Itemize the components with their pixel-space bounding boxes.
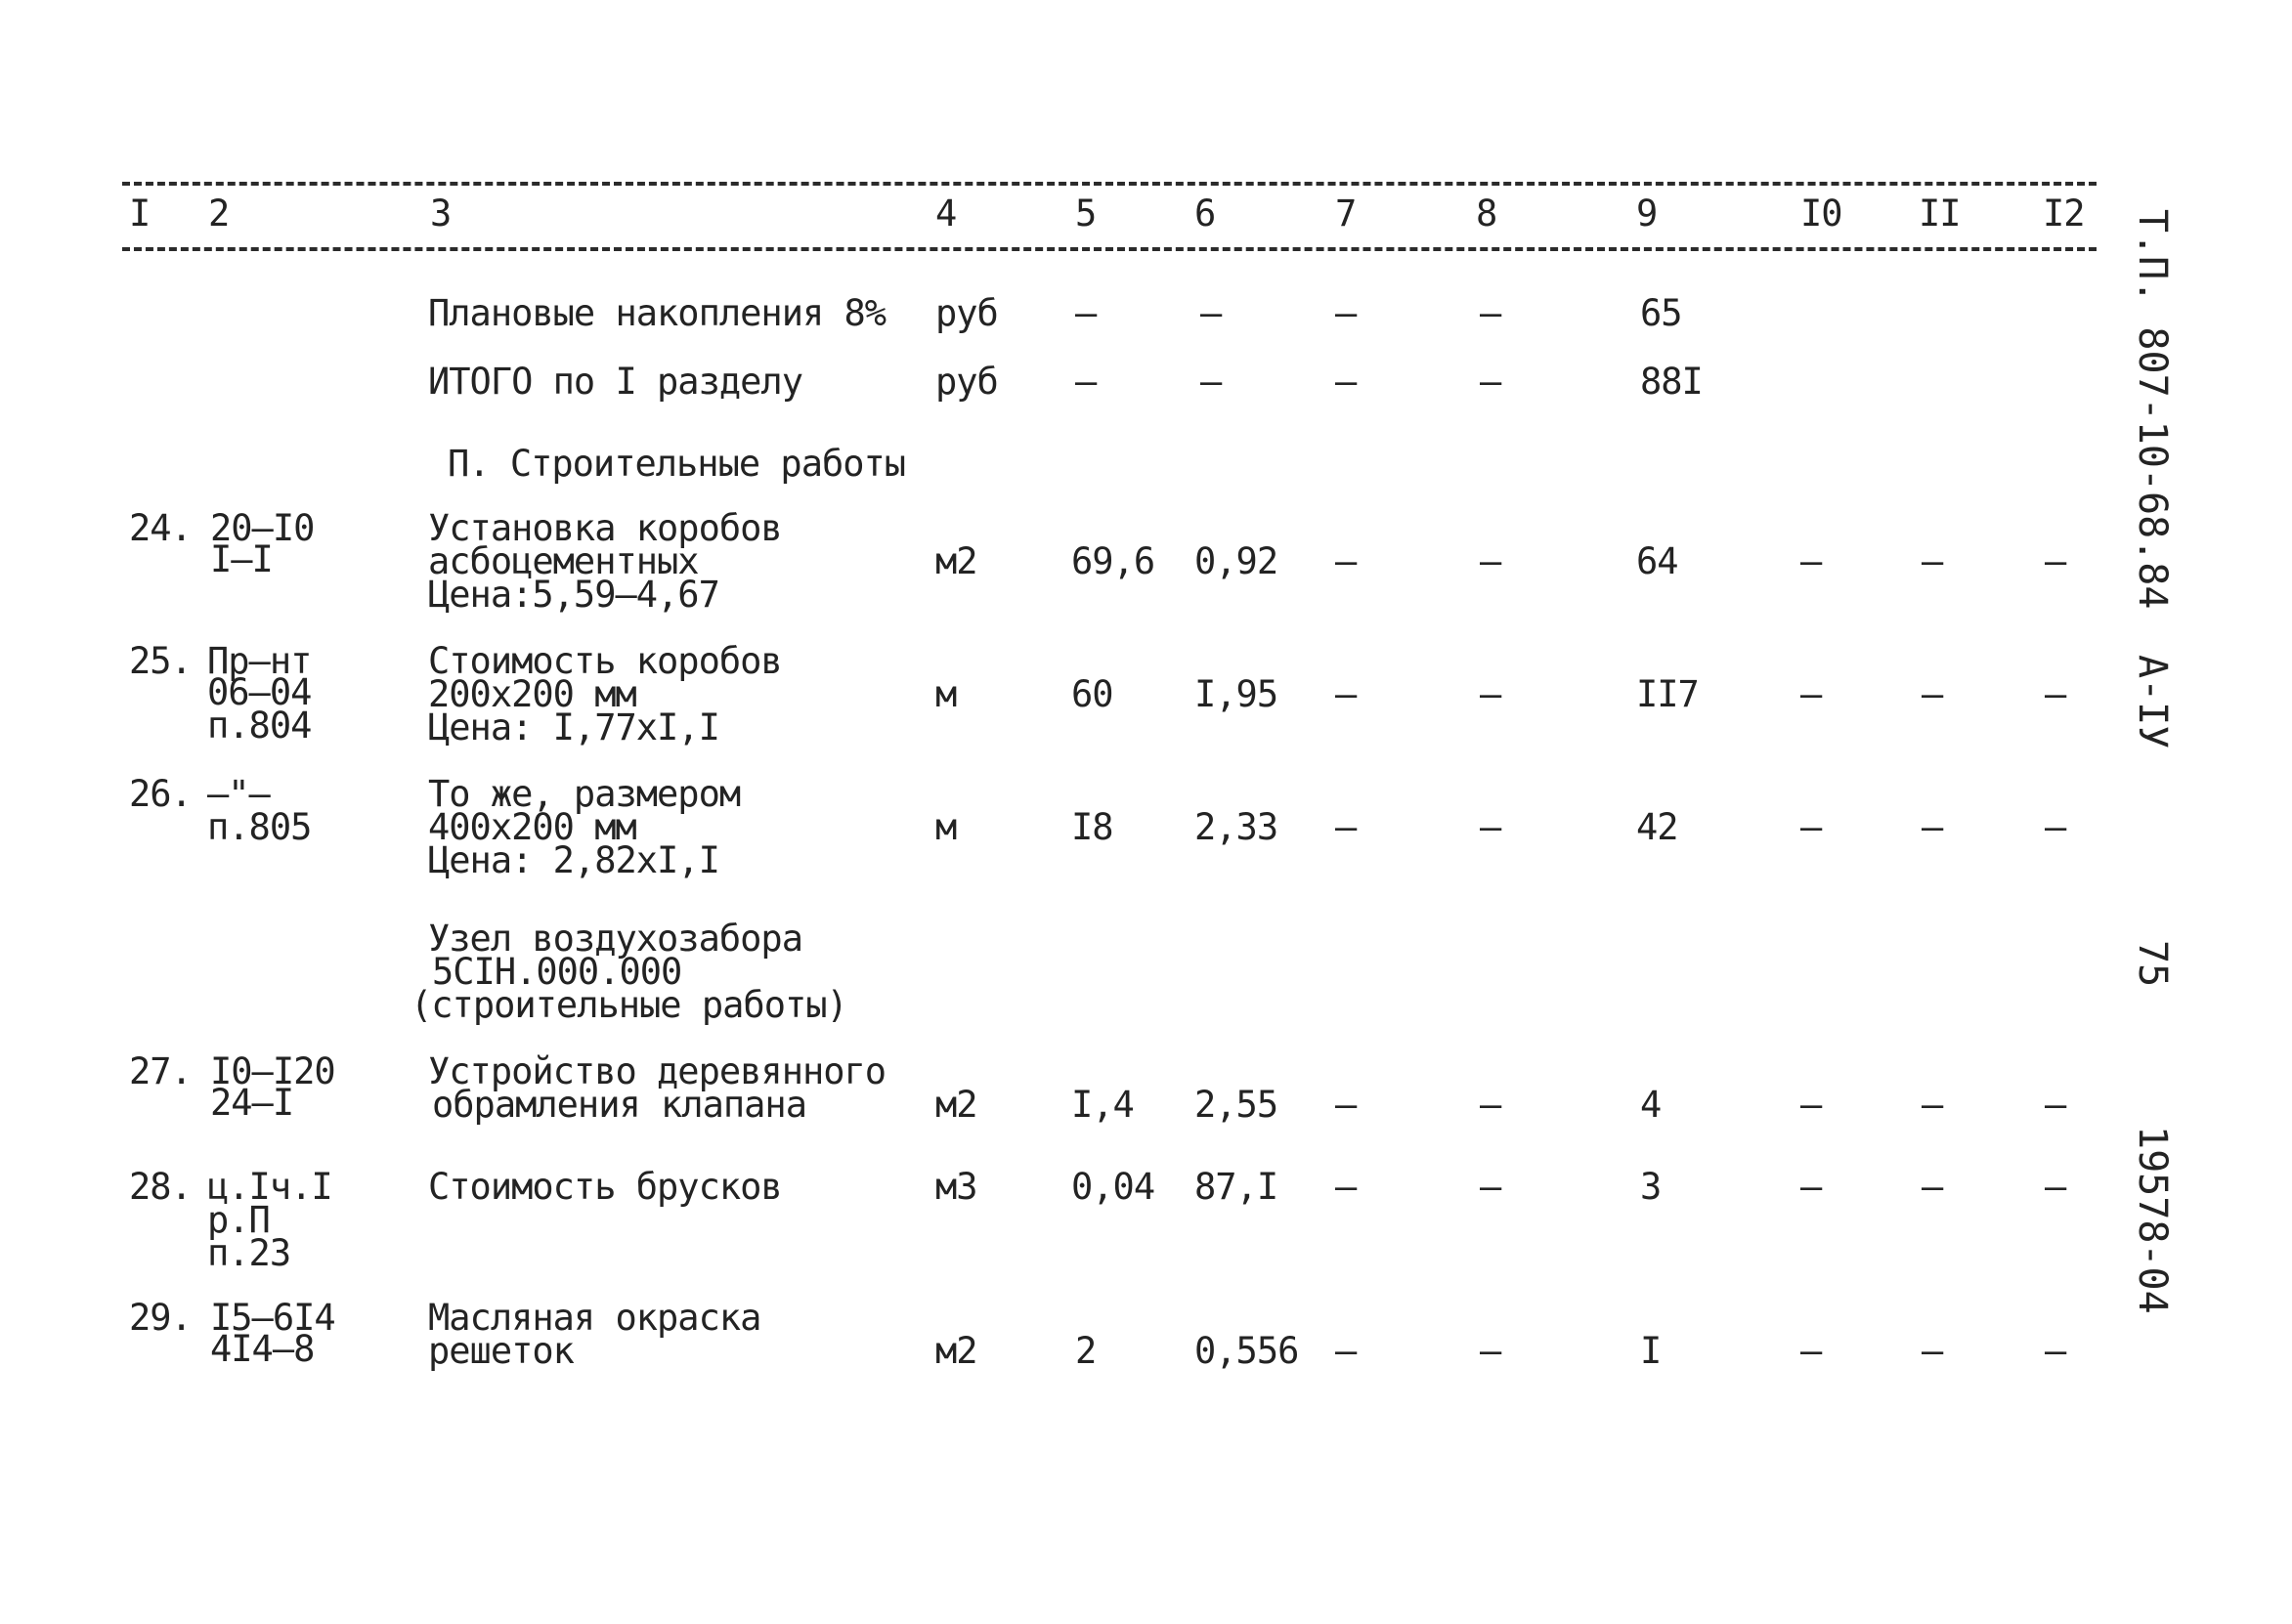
- row-name-line: Цена: I,77хI,I: [428, 706, 719, 748]
- col-header-2: 2: [208, 192, 230, 235]
- row-col5: 2: [1075, 1330, 1097, 1372]
- row-code-line: I0–I20: [210, 1050, 335, 1092]
- margin-inventory-number: 19578-04: [2130, 1126, 2175, 1314]
- row-col5: I8: [1071, 806, 1113, 848]
- row-col6: 2,33: [1194, 806, 1278, 848]
- row-name-line: Цена: 2,82хI,I: [428, 839, 719, 881]
- row-number: 28.: [129, 1166, 192, 1208]
- row-col9: I: [1640, 1330, 1662, 1372]
- row-col12: –: [2045, 1330, 2066, 1372]
- row-col5: –: [1075, 292, 1097, 334]
- row-col7: –: [1335, 540, 1357, 582]
- row-col7: –: [1335, 361, 1357, 403]
- row-unit: м2: [935, 1084, 977, 1126]
- row-unit: м2: [935, 540, 977, 582]
- row-name-line: Установка коробов: [428, 507, 782, 549]
- col-header-7: 7: [1335, 192, 1357, 235]
- row-col9: 65: [1640, 292, 1682, 334]
- margin-doc-code: Т.П. 807-10-68.84: [2130, 209, 2175, 610]
- row-col7: –: [1335, 1166, 1357, 1208]
- row-code-line: п.805: [207, 806, 312, 848]
- row-col12: –: [2045, 673, 2066, 715]
- row-name-line: асбоцементных: [428, 540, 699, 582]
- row-col12: –: [2045, 1084, 2066, 1126]
- row-col5: 0,04: [1071, 1166, 1155, 1208]
- row-col9: II7: [1636, 673, 1699, 715]
- col-header-9: 9: [1636, 192, 1658, 235]
- row-code-line: I–I: [210, 538, 273, 580]
- row-col12: –: [2045, 1166, 2066, 1208]
- row-col7: –: [1335, 292, 1357, 334]
- row-name-line: Стоимость коробов: [428, 640, 782, 682]
- col-header-1: I: [129, 192, 151, 235]
- row-col11: –: [1922, 540, 1943, 582]
- margin-page-number: 75: [2130, 940, 2175, 988]
- row-col5: –: [1075, 361, 1097, 403]
- row-name-line: Стоимость брусков: [428, 1166, 782, 1208]
- row-col12: –: [2045, 540, 2066, 582]
- row-unit: м: [935, 673, 957, 715]
- margin-album: А-IУ: [2130, 655, 2175, 749]
- row-col9: 3: [1640, 1166, 1662, 1208]
- group-heading-line: 5СIН.000.000: [432, 951, 682, 993]
- row-col11: –: [1922, 806, 1943, 848]
- row-name-line: 400х200 мм: [428, 806, 636, 848]
- row-col6: 0,92: [1194, 540, 1278, 582]
- row-name-line: То же, размером: [428, 773, 741, 815]
- col-header-6: 6: [1194, 192, 1216, 235]
- section-heading: П. Строительные работы: [448, 443, 906, 485]
- row-col9: 42: [1636, 806, 1678, 848]
- col-header-12: I2: [2043, 192, 2085, 235]
- row-number: 29.: [129, 1297, 192, 1339]
- row-col7: –: [1335, 1084, 1357, 1126]
- row-name: ИТОГО по I разделу: [428, 361, 802, 403]
- row-col9: 88I: [1640, 361, 1703, 403]
- row-col8: –: [1480, 1166, 1501, 1208]
- col-header-5: 5: [1075, 192, 1097, 235]
- col-header-10: I0: [1800, 192, 1842, 235]
- row-col7: –: [1335, 1330, 1357, 1372]
- col-header-8: 8: [1476, 192, 1497, 235]
- row-col6: –: [1200, 361, 1222, 403]
- row-col11: –: [1922, 1084, 1943, 1126]
- row-col9: 4: [1640, 1084, 1662, 1126]
- row-code-line: р.П: [207, 1199, 270, 1241]
- col-header-11: II: [1919, 192, 1961, 235]
- group-heading-line: Узел воздухозабора: [428, 918, 802, 960]
- row-col11: –: [1922, 1166, 1943, 1208]
- row-code-line: I5–6I4: [210, 1297, 335, 1339]
- row-code-line: Пр–нт: [207, 640, 312, 682]
- row-name-line: решеток: [428, 1330, 574, 1372]
- row-col7: –: [1335, 806, 1357, 848]
- row-name-line: Цена:5,59–4,67: [428, 574, 719, 616]
- row-number: 26.: [129, 773, 192, 815]
- col-header-3: 3: [430, 192, 452, 235]
- row-number: 24.: [129, 507, 192, 549]
- row-number: 27.: [129, 1050, 192, 1092]
- row-col5: 60: [1071, 673, 1113, 715]
- row-col8: –: [1480, 540, 1501, 582]
- row-col8: –: [1480, 1084, 1501, 1126]
- row-col8: –: [1480, 673, 1501, 715]
- row-col9: 64: [1636, 540, 1678, 582]
- row-name-line: 200х200 мм: [428, 673, 636, 715]
- row-col6: 0,556: [1194, 1330, 1299, 1372]
- row-col12: –: [2045, 806, 2066, 848]
- row-unit: м2: [935, 1330, 977, 1372]
- row-col8: –: [1480, 292, 1501, 334]
- row-code-line: п.804: [207, 705, 312, 747]
- header-bottom-rule: [122, 247, 2097, 251]
- row-code-line: 20–I0: [210, 507, 315, 549]
- row-code-line: 4I4–8: [210, 1328, 315, 1370]
- row-col10: –: [1800, 806, 1822, 848]
- row-code-line: ц.Iч.I: [207, 1166, 332, 1208]
- row-code-line: п.23: [207, 1232, 291, 1274]
- row-col11: –: [1922, 1330, 1943, 1372]
- group-heading-line: (строительные работы): [411, 984, 847, 1026]
- row-code-line: 24–I: [210, 1082, 294, 1124]
- row-col6: 87,I: [1194, 1166, 1278, 1208]
- row-unit: руб: [935, 292, 998, 334]
- row-col6: 2,55: [1194, 1084, 1278, 1126]
- row-name: Плановые накопления 8%: [428, 292, 887, 334]
- row-code-line: 06–04: [207, 671, 312, 713]
- row-col10: –: [1800, 1330, 1822, 1372]
- col-header-4: 4: [935, 192, 957, 235]
- row-col10: –: [1800, 1166, 1822, 1208]
- row-unit: руб: [935, 361, 998, 403]
- row-col10: –: [1800, 673, 1822, 715]
- row-col8: –: [1480, 361, 1501, 403]
- row-col6: I,95: [1194, 673, 1278, 715]
- row-col10: –: [1800, 540, 1822, 582]
- row-col5: I,4: [1071, 1084, 1134, 1126]
- row-col7: –: [1335, 673, 1357, 715]
- row-name-line: обрамления клапана: [432, 1084, 806, 1126]
- row-unit: м3: [935, 1166, 977, 1208]
- row-unit: м: [935, 806, 957, 848]
- row-name-line: Устройство деревянного: [428, 1050, 887, 1092]
- row-code-line: –"–: [207, 773, 270, 815]
- row-col11: –: [1922, 673, 1943, 715]
- row-col5: 69,6: [1071, 540, 1155, 582]
- row-number: 25.: [129, 640, 192, 682]
- row-col10: –: [1800, 1084, 1822, 1126]
- row-name-line: Масляная окраска: [428, 1297, 761, 1339]
- row-col6: –: [1200, 292, 1222, 334]
- row-col8: –: [1480, 806, 1501, 848]
- row-col8: –: [1480, 1330, 1501, 1372]
- header-top-rule: [122, 182, 2097, 186]
